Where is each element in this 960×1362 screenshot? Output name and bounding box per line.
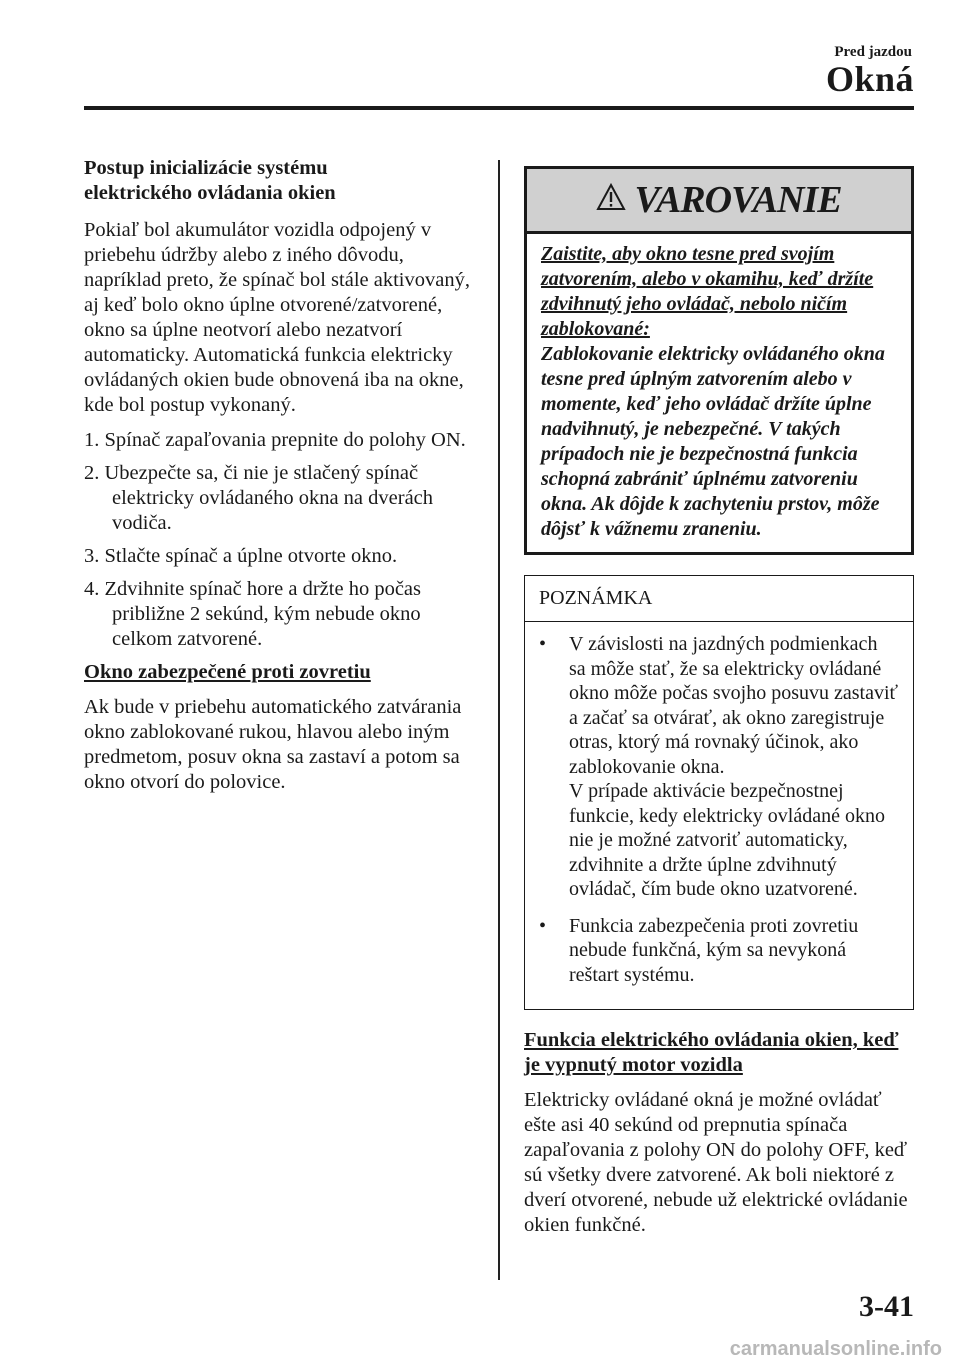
note-body: [525, 622, 913, 1009]
bullet-dot-icon: •: [539, 914, 547, 937]
init-subheading-line2: elektrického ovládania okien: [84, 182, 336, 204]
bullet-dot-icon: •: [539, 633, 547, 655]
warning-text: Zablokovanie elektricky ovládaného okna tesne pred úplným zatvorením alebo v momente, keď jeho ovládač držíte úplne nadvihnutý, je nebezpečné. V takých prípadoch nie je bezpečnostná funkcia schopná zabrániť úplnému zatvoreniu okna. Ak dôjde k zachyteniu prstov, môže dôjsť k vážnemu zraneniu.: [541, 343, 885, 540]
step-4: 4. Zdvihnite spínač hore a držte ho počas približne 2 sekúnd, kým nebude okno celkom zatvorené.: [84, 578, 421, 650]
note-bullet-1-text-a: V závislosti na jazdných podmienkach sa môže stať, že sa elektricky ovládané okno môže počas svojho posuvu zastaviť a začať sa otvárať, ak okno zaregistruje otras, ktorý má rovnaký účinok, ako zablokovanie okna.: [569, 633, 899, 778]
column-divider: [498, 160, 500, 1280]
init-subheading: [84, 156, 474, 206]
step-2: 2. Ubezpečte sa, či nie je stlačený spínač elektricky ovládaného okna na dverách vodiča.: [84, 462, 434, 534]
warning-body: [527, 234, 911, 552]
warning-title: VAROVANIE: [634, 178, 842, 221]
note-box: [524, 575, 914, 1010]
note-bullet-2-text: Funkcia zabezpečenia proti zovretiu nebude funkčná, kým sa nevykoná reštart systému.: [569, 914, 859, 986]
right-column: [524, 166, 914, 1248]
engine-off-heading: Funkcia elektrického ovládania okien, keď je vypnutý motor vozidla: [524, 1029, 899, 1076]
pinch-text: Ak bude v priebehu automatického zatvárania okno zablokované rukou, hlavou alebo iným predmetom, posuv okna sa zastaví a potom sa okno otvorí do polovice.: [84, 696, 462, 793]
warning-triangle-icon: [596, 183, 626, 218]
pinch-heading: Okno zabezpečené proti zovretiu: [84, 661, 371, 683]
page-number: 3-41: [859, 1290, 914, 1323]
step-1: 1. Spínač zapaľovania prepnite do polohy ON.: [84, 429, 466, 451]
note-bullet-2: [539, 914, 899, 988]
note-title: POZNÁMKA: [525, 576, 913, 622]
note-bullet-1: [539, 632, 899, 902]
engine-off-text: Elektricky ovládané okná je možné ovládať ešte asi 40 sekúnd od prepnutia spínača zapaľovania z polohy ON do polohy OFF, keď sú všetky dvere zatvorené. Ak boli niektoré z dverí otvorené, nebude už elektrické ovládanie okien funkčné.: [524, 1089, 908, 1236]
warning-box: [524, 166, 914, 555]
left-column: [84, 156, 474, 805]
page-title: Okná: [825, 59, 914, 99]
watermark: carmanualsonline.info: [729, 1338, 942, 1360]
step-3: 3. Stlačte spínač a úplne otvorte okno.: [84, 545, 398, 567]
note-bullet-1-text-b: V prípade aktivácie bezpečnostnej funkcie, kedy elektricky ovládané okno nie je možné zatvoriť automaticky, zdvihnite a držte úplne zdvihnutý ovládač, čím bude okno uzatvorené.: [569, 780, 885, 900]
warning-header: [527, 169, 911, 234]
warning-emphasis: Zaistite, aby okno tesne pred svojím zatvorením, alebo v okamihu, keď držíte zdvihnutý jeho ovládač, nebolo ničím zablokované:: [541, 243, 874, 340]
init-intro: Pokiaľ bol akumulátor vozidla odpojený v priebehu údržby alebo z iného dôvodu, napríklad preto, že spínač bol stále aktivovaný, aj keď bolo okno úplne otvorené/zatvorené, okno sa úplne neotvorí alebo nezatvorí automaticky. Automatická funkcia elektricky ovládaných okien bude obnovená iba na okne, kde bol postup vykonaný.: [84, 219, 470, 416]
header-rule: [84, 106, 914, 110]
section-label: Pred jazdou: [834, 44, 912, 60]
init-subheading-line1: Postup inicializácie systému: [84, 157, 328, 179]
